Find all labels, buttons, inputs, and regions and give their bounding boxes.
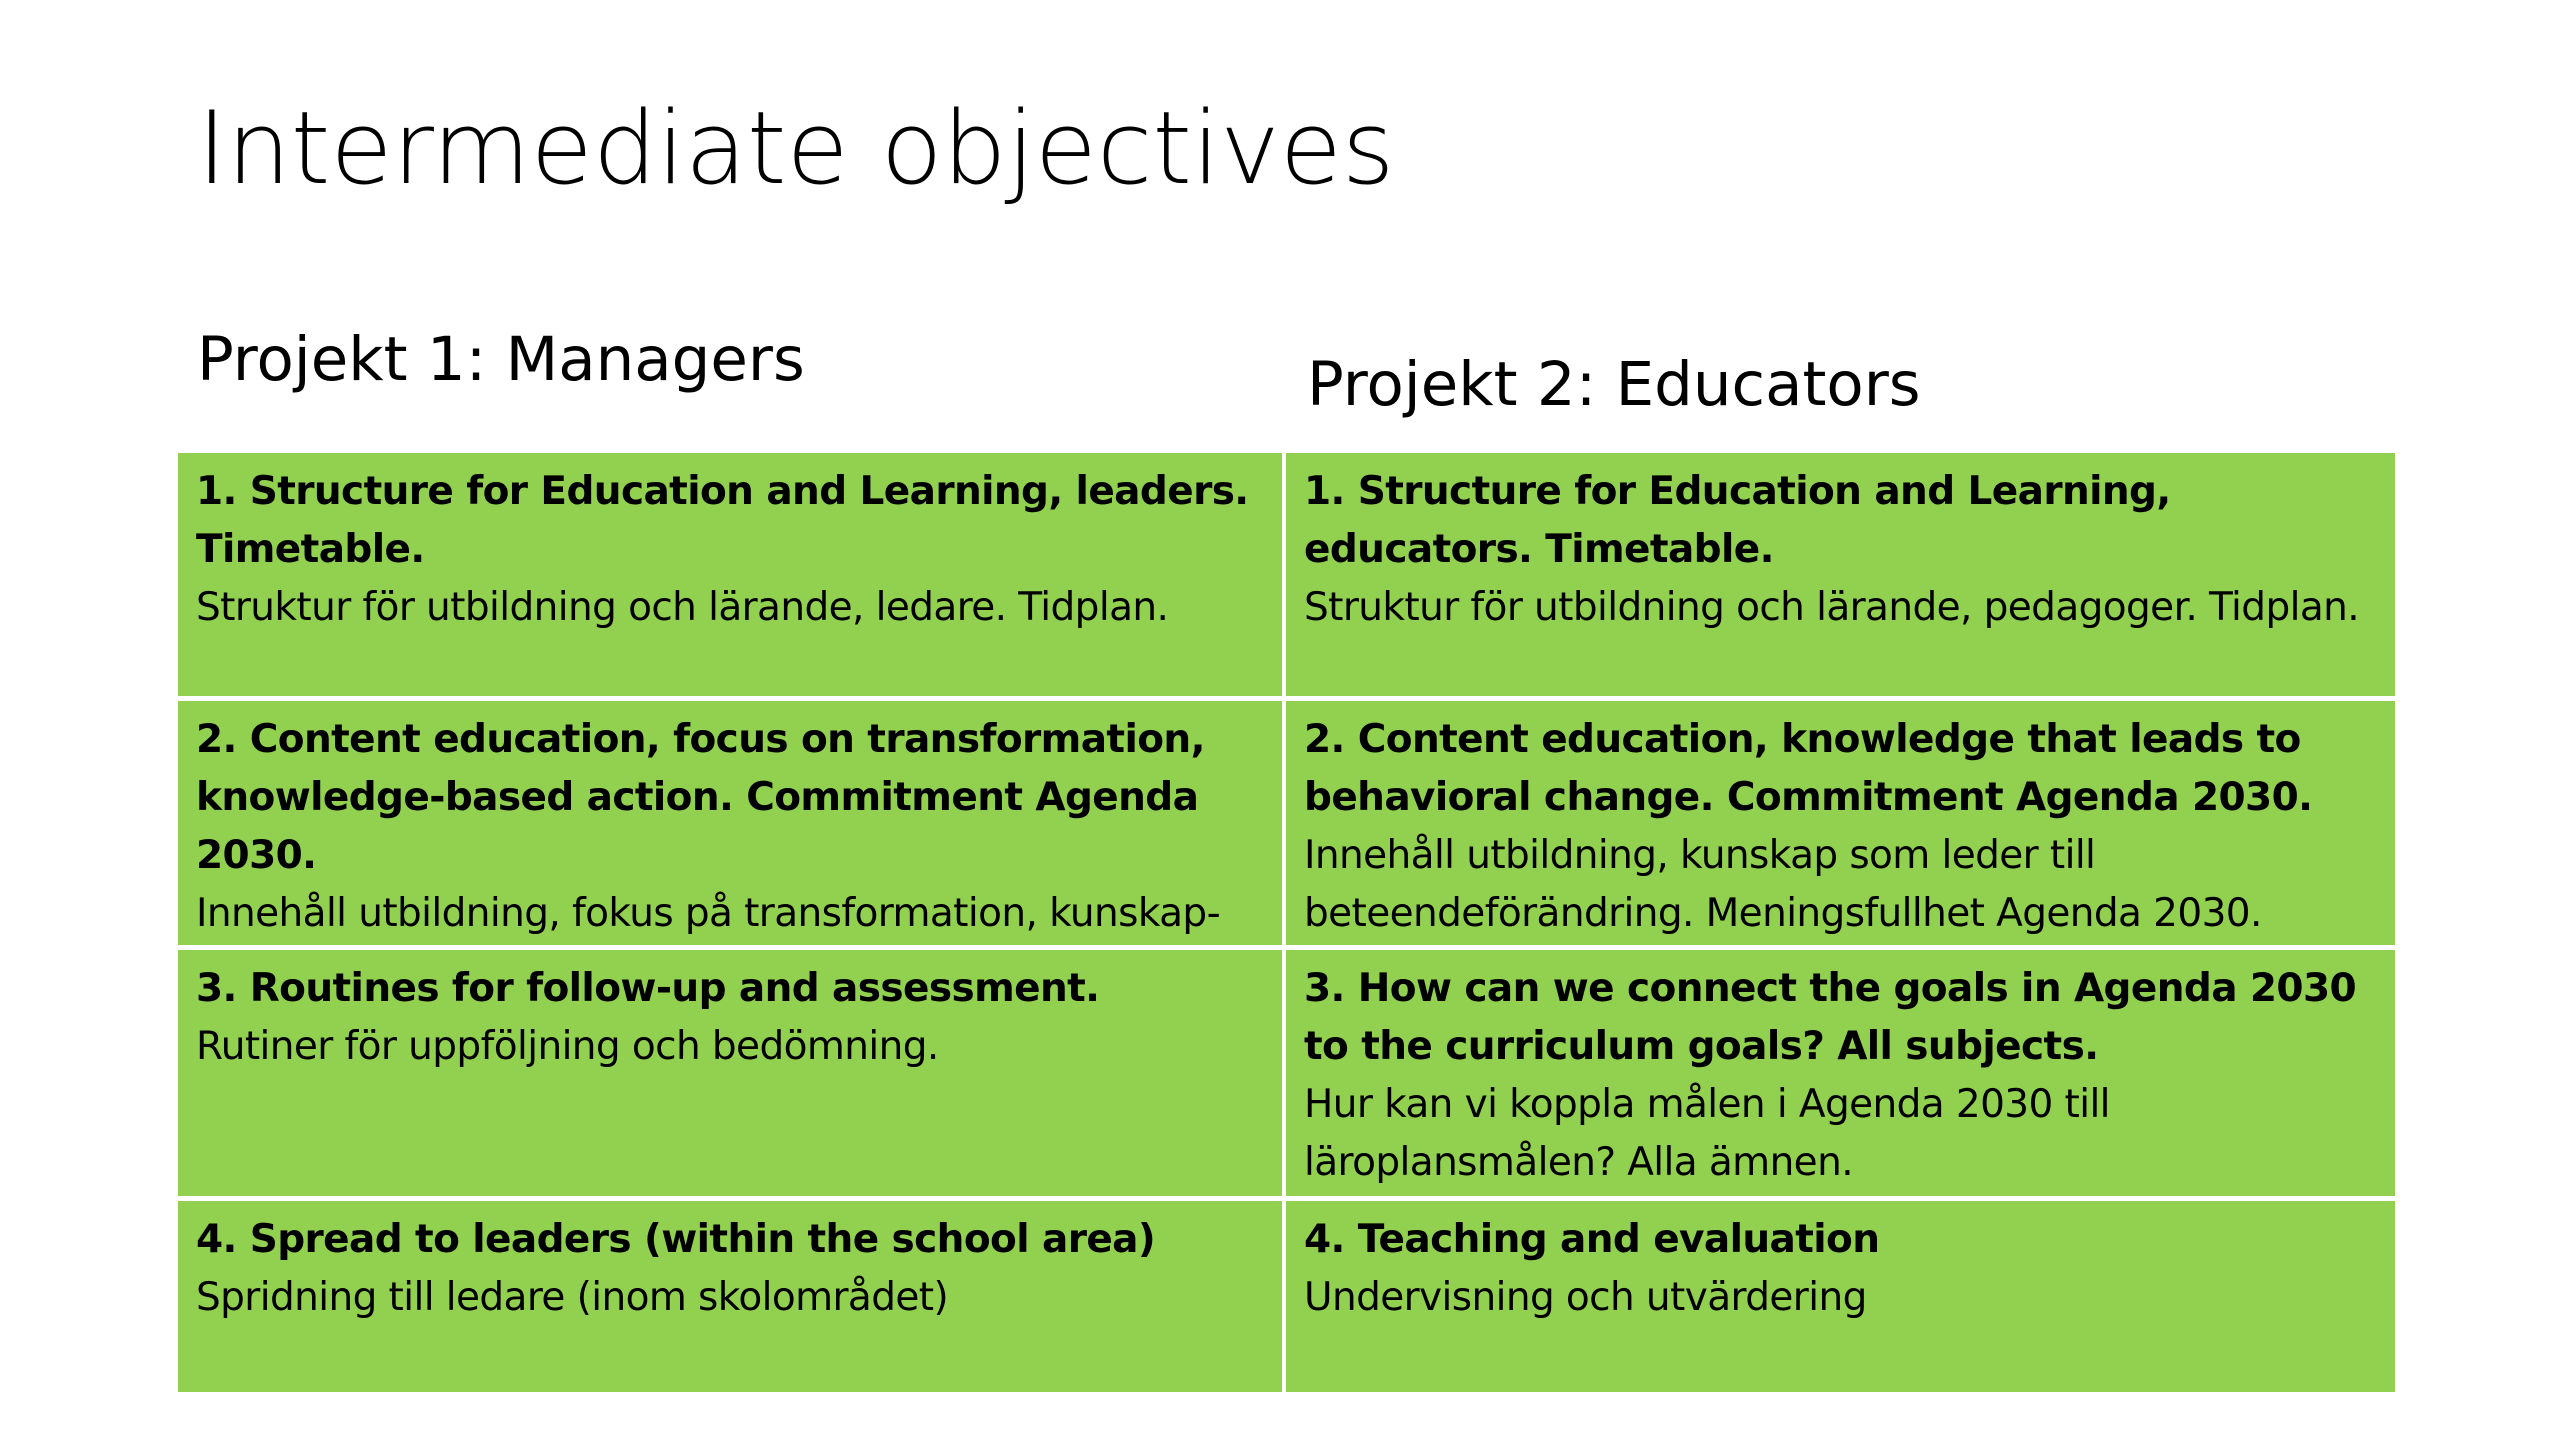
cell-english-text: 3. Routines for follow-up and assessment.: [196, 966, 1100, 1011]
cell-swedish-text: Struktur för utbildning och lärande, pedagoger. Tidplan.: [1304, 585, 2360, 630]
cell-swedish-text: Innehåll utbildning, fokus på transformation, kunskap-: [196, 891, 1221, 936]
cell-english-text: 2. Content education, knowledge that leads to behavioral change. Commitment Agenda 2030.: [1304, 717, 2313, 820]
table-cell-managers-3: [178, 950, 1286, 1201]
cell-english-text: 2. Content education, focus on transformation, knowledge-based action. Commitment Agenda 2030.: [196, 717, 1205, 878]
table-cell-educators-2: [1286, 701, 2395, 950]
table-cell-managers-1: [178, 453, 1286, 701]
right-column-heading: Projekt 2: Educators: [1307, 349, 1921, 420]
cell-english-text: 4. Spread to leaders (within the school area): [196, 1217, 1156, 1262]
cell-english-text: 3. How can we connect the goals in Agenda 2030 to the curriculum goals? All subjects.: [1304, 966, 2357, 1069]
cell-english-text: 1. Structure for Education and Learning, leaders. Timetable.: [196, 469, 1249, 572]
cell-swedish-text: Rutiner för uppföljning och bedömning.: [196, 1024, 939, 1069]
table-cell-managers-2: [178, 701, 1286, 950]
slide-title: Intermediate objectives: [197, 89, 1395, 207]
cell-swedish-text: Hur kan vi koppla målen i Agenda 2030 till läroplansmålen? Alla ämnen.: [1304, 1082, 2110, 1185]
cell-swedish-text: Undervisning och utvärdering: [1304, 1275, 1867, 1320]
table-cell-educators-4: [1286, 1201, 2395, 1392]
left-column-heading: Projekt 1: Managers: [197, 324, 805, 395]
cell-swedish-text: Innehåll utbildning, kunskap som leder till beteendeförändring. Meningsfullhet Agenda 2030.: [1304, 833, 2262, 936]
table-cell-managers-4: [178, 1201, 1286, 1392]
table-cell-educators-1: [1286, 453, 2395, 701]
cell-swedish-text: Spridning till ledare (inom skolområdet): [196, 1275, 949, 1320]
objectives-table: [178, 453, 2395, 1392]
cell-swedish-text: Struktur för utbildning och lärande, ledare. Tidplan.: [196, 585, 1169, 630]
cell-english-text: 4. Teaching and evaluation: [1304, 1217, 1880, 1262]
cell-english-text: 1. Structure for Education and Learning, educators. Timetable.: [1304, 469, 2171, 572]
table-cell-educators-3: [1286, 950, 2395, 1201]
